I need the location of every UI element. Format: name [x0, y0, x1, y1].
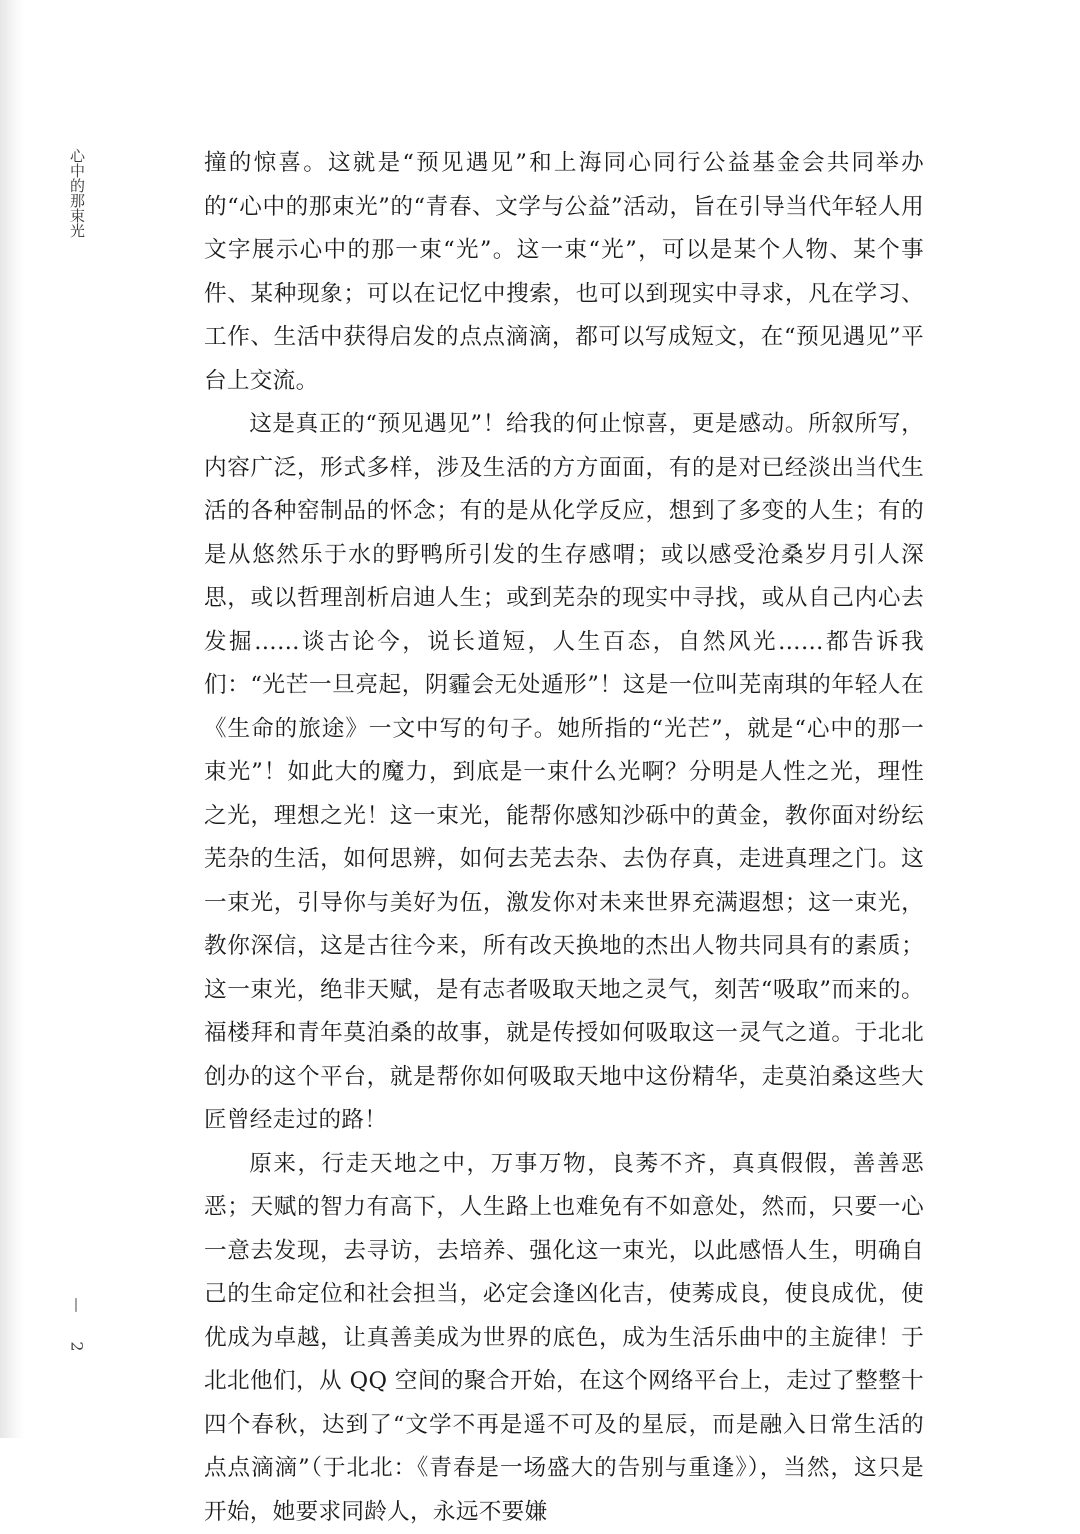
page-number-dash: — [68, 1294, 86, 1316]
paragraph: 原来，行走天地之中，万事万物，良莠不齐，真真假假，善善恶恶；天赋的智力有高下，人生路上也难免有不如意处，然而，只要一心一意去发现，去寻访，去培养、强化这一束光，以此感悟人生，明确自己的生命定位和社会担当，必定会逢凶化吉，使莠成良，使良成优，使优成为卓越，让真善美成为世界的底色，成为生活乐曲中的主旋律！于北北他们，从 QQ 空间的聚合开始，在这个网络平台上，走过了整整十四个春秋，达到了“文学不再是遥不可及的星辰，而是融入日常生活的点点滴滴”（于北北：《青春是一场盛大的告别与重逢》），当然，这只是开始，她要求同龄人，永远不要嫌 [204, 1143, 924, 1534]
page-binding-edge [0, 0, 26, 1438]
running-title: 心中的那束光 [66, 148, 88, 238]
paragraph: 这是真正的“预见遇见”！给我的何止惊喜，更是感动。所叙所写，内容广泛，形式多样，涉及生活的方方面面，有的是对已经淡出当代生活的各种窑制品的怀念；有的是从化学反应，想到了多变的人生；有的是从悠然乐于水的野鸭所引发的生存感喟；或以感受沧桑岁月引人深思，或以哲理剖析启迪人生；或到芜杂的现实中寻找，或从自己内心去发掘……谈古论今，说长道短，人生百态，自然风光……都告诉我们：“光芒一旦亮起，阴霾会无处遁形”！这是一位叫芜南琪的年轻人在《生命的旅途》一文中写的句子。她所指的“光芒”，就是“心中的那一束光”！如此大的魔力，到底是一束什么光啊？分明是人性之光，理性之光，理想之光！这一束光，能帮你感知沙砾中的黄金，教你面对纷纭芜杂的生活，如何思辨，如何去芜去杂、去伪存真，走进真理之门。这一束光，引导你与美好为伍，激发你对未来世界充满遐想；这一束光，教你深信，这是古往今来，所有改天换地的杰出人物共同具有的素质；这一束光，绝非天赋，是有志者吸取天地之灵气，刻苦“吸取”而来的。福楼拜和青年莫泊桑的故事，就是传授如何吸取这一灵气之道。于北北创办的这个平台，就是帮你如何吸取天地中这份精华，走莫泊桑这些大匠曾经走过的路！ [204, 403, 924, 1143]
paragraph-continued: 撞的惊喜。这就是“预见遇见”和上海同心同行公益基金会共同举办的“心中的那束光”的“青春、文学与公益”活动，旨在引导当代年轻人用文字展示心中的那一束“光”。这一束“光”，可以是某个人物、某个事件、某种现象；可以在记忆中搜索，也可以到现实中寻求，凡在学习、工作、生活中获得启发的点点滴滴，都可以写成短文，在“预见遇见”平台上交流。 [204, 142, 924, 403]
page-number: 2 [68, 1336, 87, 1358]
body-text [204, 142, 924, 1534]
